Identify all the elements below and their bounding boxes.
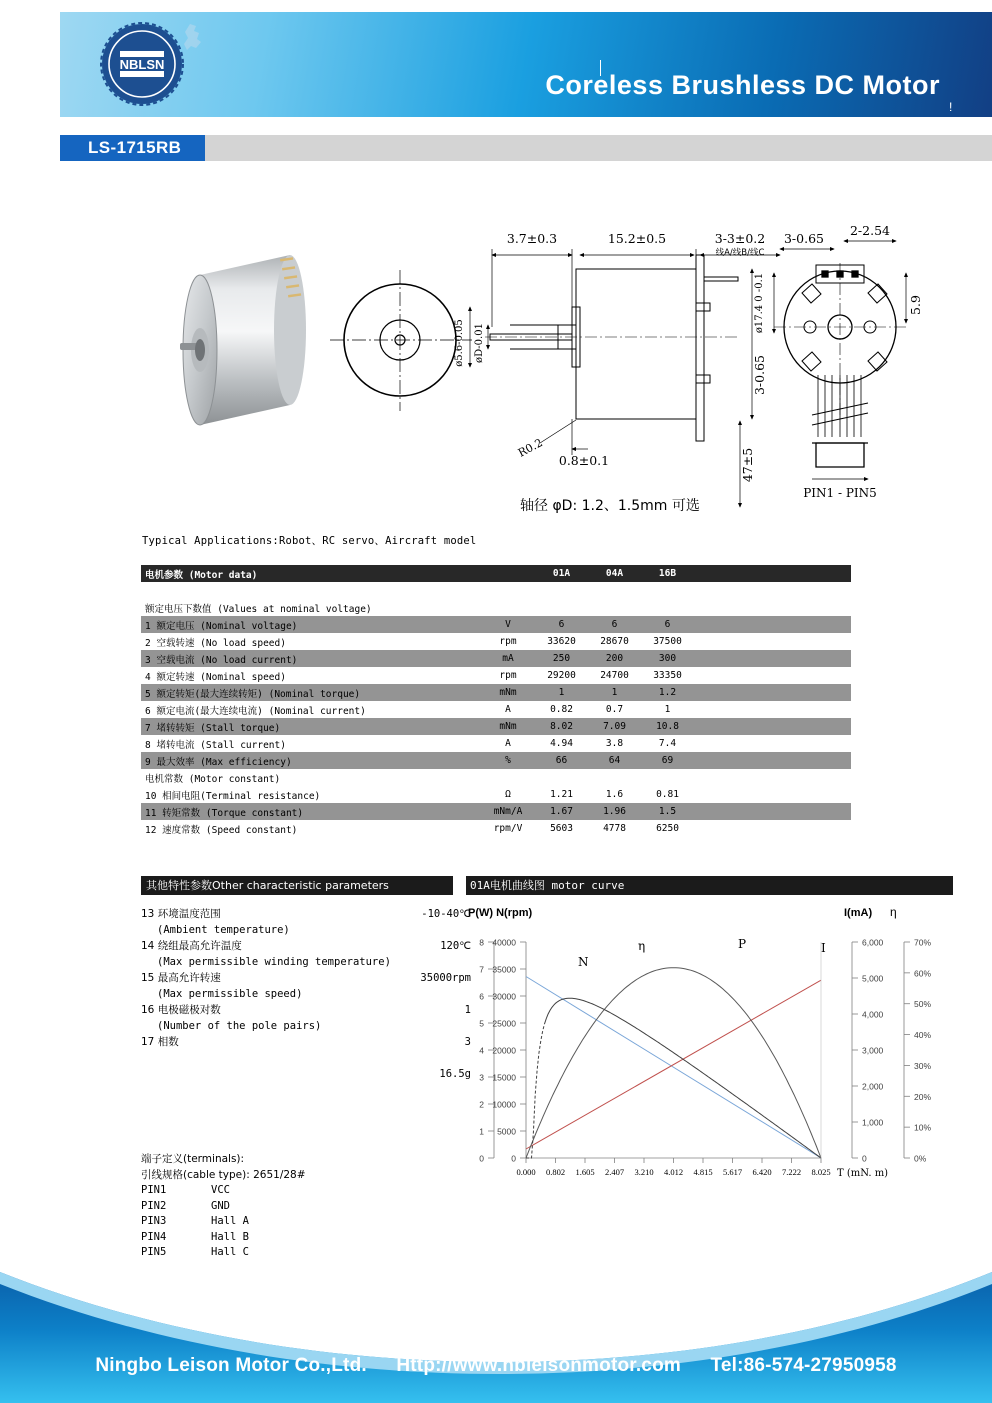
map-icon	[178, 22, 212, 56]
weight-value: 16.5g	[439, 1068, 471, 1080]
row-value: 1.96	[588, 803, 641, 820]
pin-name: PIN1	[141, 1184, 167, 1196]
row-value	[747, 616, 800, 633]
empty-cell	[800, 599, 851, 616]
row-value: 300	[641, 650, 694, 667]
tick-label-eta: 60%	[914, 968, 932, 979]
row-value	[800, 820, 851, 837]
tick-label-eta: 20%	[914, 1091, 932, 1102]
series-P	[526, 968, 821, 1158]
pin-range-label: PIN1 - PIN5	[803, 486, 877, 500]
series-I	[526, 980, 821, 1149]
row-value: 1.21	[535, 786, 588, 803]
terminal-row	[141, 1199, 306, 1215]
technical-drawing	[140, 215, 950, 515]
footer-text	[0, 1355, 992, 1377]
row-value: 0.81	[641, 786, 694, 803]
tick-label-n: 10000	[492, 1099, 516, 1110]
footer-company: Ningbo Leison Motor Co.,Ltd.	[95, 1355, 367, 1376]
tick-label-x: 0.802	[545, 1167, 566, 1177]
row-label: 3 空载电流 (No load current)	[141, 650, 481, 667]
other-param-label: 16 电极磁极对数	[141, 1004, 221, 1016]
tick-label-p: 2	[479, 1099, 484, 1110]
pin-name: PIN3	[141, 1215, 167, 1227]
dim-flange: 0.8±0.1	[558, 453, 610, 468]
tick-label-p: 0	[479, 1153, 484, 1164]
tick-label-n: 5000	[497, 1126, 516, 1137]
empty-cell	[641, 769, 694, 786]
tick-label-x: 7.222	[781, 1167, 802, 1177]
tick-label-eta: 10%	[914, 1122, 932, 1133]
tick-label-i: 5,000	[862, 973, 884, 984]
table-row	[141, 735, 851, 752]
row-value	[747, 752, 800, 769]
axis-label-efficiency: η	[890, 905, 897, 919]
row-value	[800, 803, 851, 820]
other-param-label: 13 环境温度范围	[141, 908, 221, 920]
row-value	[800, 735, 851, 752]
tick-label-eta: 0%	[914, 1153, 927, 1164]
column-header-4	[694, 565, 747, 582]
table-row	[141, 701, 851, 718]
dim-radius: R0.2	[515, 436, 545, 460]
row-value: 1.67	[535, 803, 588, 820]
row-value	[694, 718, 747, 735]
series-label-N: N	[578, 955, 589, 969]
tick-label-n: 20000	[492, 1045, 516, 1056]
row-value	[747, 718, 800, 735]
terminal-row	[141, 1214, 306, 1230]
row-value: 1.2	[641, 684, 694, 701]
dim-shaft-d: øD-0.01	[474, 323, 485, 363]
series-label-P: P	[738, 937, 747, 951]
dim-pitch: 2-2.54	[849, 223, 891, 238]
row-value	[694, 735, 747, 752]
other-param-value: -10-40℃	[421, 908, 471, 920]
typical-applications: Typical Applications:Robot、RC servo、Aircraft model	[142, 535, 477, 547]
other-param-value: 1	[464, 1004, 471, 1016]
table-row	[141, 633, 851, 650]
chart-header: 01A电机曲线图 motor curve	[466, 876, 953, 895]
table-row	[141, 650, 851, 667]
row-unit: rpm	[481, 667, 535, 684]
dim-shaft-dia: ø5.6-0.05	[454, 319, 465, 367]
column-header-2: 04A	[588, 565, 641, 582]
table-row	[141, 684, 851, 701]
row-value	[747, 667, 800, 684]
series-eta-rise	[526, 1024, 544, 1158]
row-value	[694, 752, 747, 769]
tick-label-p: 3	[479, 1072, 484, 1083]
table-row	[141, 616, 851, 633]
row-value	[694, 650, 747, 667]
dim-edge: 5.9	[908, 295, 923, 315]
model-number: LS-1715RB	[60, 135, 205, 161]
row-label: 5 额定转矩(最大连续转矩) (Nominal torque)	[141, 684, 481, 701]
row-value: 0.7	[588, 701, 641, 718]
other-param-sublabel: (Max permissible winding temperature)	[157, 956, 391, 968]
motor-data-table	[141, 565, 851, 837]
terminal-row	[141, 1230, 306, 1246]
pin-function: VCC	[211, 1184, 230, 1196]
tick-label-p: 6	[479, 991, 484, 1002]
row-value: 8.02	[535, 718, 588, 735]
row-label: 10 相间电阻(Terminal resistance)	[141, 786, 481, 803]
tick-label-i: 2,000	[862, 1081, 884, 1092]
dim-cable-len: 47±5	[740, 447, 755, 483]
row-unit: %	[481, 752, 535, 769]
table-row	[141, 582, 851, 599]
dimension-lines	[470, 249, 780, 507]
empty-cell	[535, 769, 588, 786]
row-value: 28670	[588, 633, 641, 650]
other-param-row	[141, 1002, 471, 1018]
empty-cell	[694, 599, 747, 616]
row-unit: mNm/A	[481, 803, 535, 820]
empty-cell	[747, 599, 800, 616]
dim-body-dia: ø17.4 0 -0.1	[754, 272, 765, 334]
row-unit: A	[481, 701, 535, 718]
row-unit: mNm	[481, 684, 535, 701]
row-value	[800, 684, 851, 701]
other-param-sublabel: (Ambient temperature)	[157, 924, 290, 936]
tick-label-i: 4,000	[862, 1009, 884, 1020]
table-row	[141, 769, 851, 786]
row-unit: V	[481, 616, 535, 633]
dim-front-len: 3.7±0.3	[506, 231, 558, 246]
empty-cell	[694, 769, 747, 786]
footer-website[interactable]: Http://www.nbleisonmotor.com	[396, 1355, 681, 1376]
tick-label-p: 1	[479, 1126, 484, 1137]
table-row	[141, 667, 851, 684]
row-value: 7.4	[641, 735, 694, 752]
row-value: 4778	[588, 820, 641, 837]
row-value	[747, 803, 800, 820]
row-value	[800, 786, 851, 803]
row-label: 4 额定转速 (Nominal speed)	[141, 667, 481, 684]
row-value: 3.8	[588, 735, 641, 752]
tick-label-p: 8	[479, 937, 484, 948]
tick-label-x: 3.210	[634, 1167, 654, 1177]
row-value	[800, 650, 851, 667]
row-value: 7.09	[588, 718, 641, 735]
series-label-η: η	[638, 939, 646, 953]
dim-body-len: 15.2±0.5	[607, 231, 667, 246]
shaft-diameter-note: 轴径 φD: 1.2、1.5mm 可选	[520, 498, 700, 514]
row-value: 1.6	[588, 786, 641, 803]
empty-cell	[747, 769, 800, 786]
row-value: 10.8	[641, 718, 694, 735]
empty-cell	[800, 769, 851, 786]
row-value	[747, 820, 800, 837]
tick-label-x: 8.025	[811, 1167, 831, 1177]
row-value: 250	[535, 650, 588, 667]
logo-text: NBLSN	[119, 57, 165, 72]
row-value: 4.94	[535, 735, 588, 752]
other-param-row	[141, 938, 471, 954]
empty-cell	[641, 599, 694, 616]
row-value	[694, 633, 747, 650]
other-param-row	[141, 970, 471, 986]
row-value	[694, 616, 747, 633]
table-row	[141, 599, 851, 616]
row-value	[800, 667, 851, 684]
row-value	[747, 735, 800, 752]
pin-function: Hall A	[211, 1215, 249, 1227]
row-value: 5603	[535, 820, 588, 837]
cable-type: 引线规格(cable type): 2651/28#	[141, 1168, 306, 1181]
row-unit: mA	[481, 650, 535, 667]
tick-label-x: 5.617	[722, 1167, 743, 1177]
row-value: 1.5	[641, 803, 694, 820]
row-value	[800, 633, 851, 650]
tick-label-n: 0	[511, 1153, 516, 1164]
row-label: 6 额定电流(最大连续电流) (Nominal current)	[141, 701, 481, 718]
other-param-value: 120℃	[440, 940, 471, 952]
row-value	[800, 752, 851, 769]
row-value	[694, 701, 747, 718]
tick-label-eta: 70%	[914, 937, 932, 948]
pin-name: PIN5	[141, 1246, 167, 1258]
motor-curve-chart	[466, 900, 966, 1200]
row-value: 6	[588, 616, 641, 633]
table-row	[141, 820, 851, 837]
tick-label-n: 15000	[492, 1072, 516, 1083]
tick-label-i: 1,000	[862, 1117, 884, 1128]
empty-cell	[588, 599, 641, 616]
row-value	[800, 616, 851, 633]
weight-row	[141, 1066, 471, 1082]
row-label: 12 速度常数 (Speed constant)	[141, 820, 481, 837]
row-unit: rpm	[481, 633, 535, 650]
page-title: Coreless Brushless DC Motor	[545, 70, 940, 100]
row-value	[694, 684, 747, 701]
row-unit: A	[481, 735, 535, 752]
empty-cell	[588, 769, 641, 786]
footer-tel: Tel:86-574-27950958	[710, 1355, 897, 1376]
table-row	[141, 752, 851, 769]
other-param-label: 14 绕组最高允许温度	[141, 940, 242, 952]
row-value	[694, 786, 747, 803]
other-params-header: 其他特性参数Other characteristic parameters	[141, 876, 453, 895]
tick-label-n: 25000	[492, 1018, 516, 1029]
tick-label-eta: 50%	[914, 999, 932, 1010]
row-value: 1	[641, 701, 694, 718]
other-param-label: 15 最高允许转速	[141, 972, 221, 984]
terminals-block	[141, 1152, 306, 1261]
pin-function: Hall C	[211, 1246, 249, 1258]
footer-graphic	[0, 1262, 992, 1403]
row-unit: mNm	[481, 718, 535, 735]
column-header-6	[800, 565, 851, 582]
row-value: 6250	[641, 820, 694, 837]
row-value: 0.82	[535, 701, 588, 718]
row-value	[800, 701, 851, 718]
other-param-row	[141, 906, 471, 922]
tick-label-p: 7	[479, 964, 484, 975]
axis-title-x: T (mN. m)	[837, 1168, 889, 1179]
pin-name: PIN4	[141, 1230, 167, 1243]
row-value	[694, 803, 747, 820]
row-value	[747, 786, 800, 803]
row-label: 11 转矩常数 (Torque constant)	[141, 803, 481, 820]
row-value: 64	[588, 752, 641, 769]
table-row	[141, 803, 851, 820]
tick-label-n: 35000	[492, 964, 516, 975]
constants-title: 电机常数 (Motor constant)	[141, 769, 535, 786]
row-value: 69	[641, 752, 694, 769]
column-header-5	[747, 565, 800, 582]
row-label: 2 空载转速 (No load speed)	[141, 633, 481, 650]
tick-label-x: 2.407	[604, 1167, 625, 1177]
other-params-list	[141, 906, 471, 1082]
row-value: 33620	[535, 633, 588, 650]
empty-cell	[535, 599, 588, 616]
center-lines	[330, 270, 472, 411]
table-subtitle: 额定电压下数值 (Values at nominal voltage)	[141, 599, 535, 616]
row-unit: rpm/V	[481, 820, 535, 837]
row-value	[747, 633, 800, 650]
row-value: 37500	[641, 633, 694, 650]
other-param-label: 17 相数	[141, 1036, 179, 1048]
row-value	[800, 718, 851, 735]
motor-photo	[180, 255, 306, 425]
company-logo	[100, 22, 184, 106]
column-header-3: 16B	[641, 565, 694, 582]
other-param-value: 35000rpm	[420, 972, 471, 984]
row-value	[747, 701, 800, 718]
series-N	[526, 977, 821, 1159]
other-param-value: 3	[464, 1036, 471, 1048]
tick-label-eta: 30%	[914, 1060, 932, 1071]
table-row	[141, 786, 851, 803]
tick-label-x: 6.420	[752, 1167, 772, 1177]
row-label: 7 堵转转矩 (Stall torque)	[141, 718, 481, 735]
series-eta	[544, 998, 821, 1158]
tick-label-p: 5	[479, 1018, 484, 1029]
side-view	[490, 255, 738, 441]
pin-function: GND	[211, 1199, 230, 1212]
tick-label-i: 6,000	[862, 937, 884, 948]
axis-label-current: I(mA)	[844, 907, 873, 919]
row-value	[747, 684, 800, 701]
row-value	[747, 650, 800, 667]
row-value: 6	[535, 616, 588, 633]
table-row	[141, 565, 851, 582]
row-value: 1	[588, 684, 641, 701]
pin-function: Hall B	[211, 1230, 249, 1243]
table-row	[141, 718, 851, 735]
tick-label-i: 0	[862, 1153, 867, 1164]
tick-label-eta: 40%	[914, 1030, 932, 1041]
row-value: 24700	[588, 667, 641, 684]
dim-hole: 3-0.65	[783, 231, 825, 246]
row-value: 66	[535, 752, 588, 769]
row-value: 29200	[535, 667, 588, 684]
terminal-row	[141, 1183, 306, 1199]
table-title: 电机参数 (Motor data)	[141, 565, 535, 582]
tick-label-p: 4	[479, 1045, 484, 1056]
column-header-1: 01A	[535, 565, 588, 582]
row-label: 8 堵转电流 (Stall current)	[141, 735, 481, 752]
row-label: 1 额定电压 (Nominal voltage)	[141, 616, 481, 633]
row-value: 33350	[641, 667, 694, 684]
row-value: 200	[588, 650, 641, 667]
row-label: 9 最大效率 (Max efficiency)	[141, 752, 481, 769]
header-mark: !	[949, 100, 953, 114]
tick-label-x: 0.000	[516, 1167, 536, 1177]
terminal-row	[141, 1245, 306, 1261]
row-value: 1	[535, 684, 588, 701]
tick-label-x: 4.815	[693, 1167, 713, 1177]
tick-label-x: 1.605	[575, 1167, 595, 1177]
tick-label-x: 4.012	[663, 1167, 684, 1177]
row-value	[694, 667, 747, 684]
other-param-sublabel: (Number of the pole pairs)	[157, 1020, 322, 1032]
row-unit: Ω	[481, 786, 535, 803]
dim-wire-sub: 线A/线B/线C	[715, 248, 765, 258]
other-param-sublabel: (Max permissible speed)	[157, 988, 303, 1000]
tick-label-n: 30000	[492, 991, 516, 1002]
axis-label-power: P(W) N(rpm)	[468, 907, 533, 919]
tick-label-i: 3,000	[862, 1045, 884, 1056]
other-param-row	[141, 1034, 471, 1050]
series-label-I: I	[821, 941, 826, 955]
pin-name: PIN2	[141, 1199, 167, 1212]
row-value: 6	[641, 616, 694, 633]
dim-hole-v: 3-0.65	[752, 354, 767, 396]
tick-label-n: 40000	[492, 937, 516, 948]
row-value	[694, 820, 747, 837]
terminals-title: 端子定义(terminals):	[141, 1153, 245, 1165]
row-separator	[141, 582, 851, 599]
dim-wire-len: 3-3±0.2	[714, 231, 766, 246]
